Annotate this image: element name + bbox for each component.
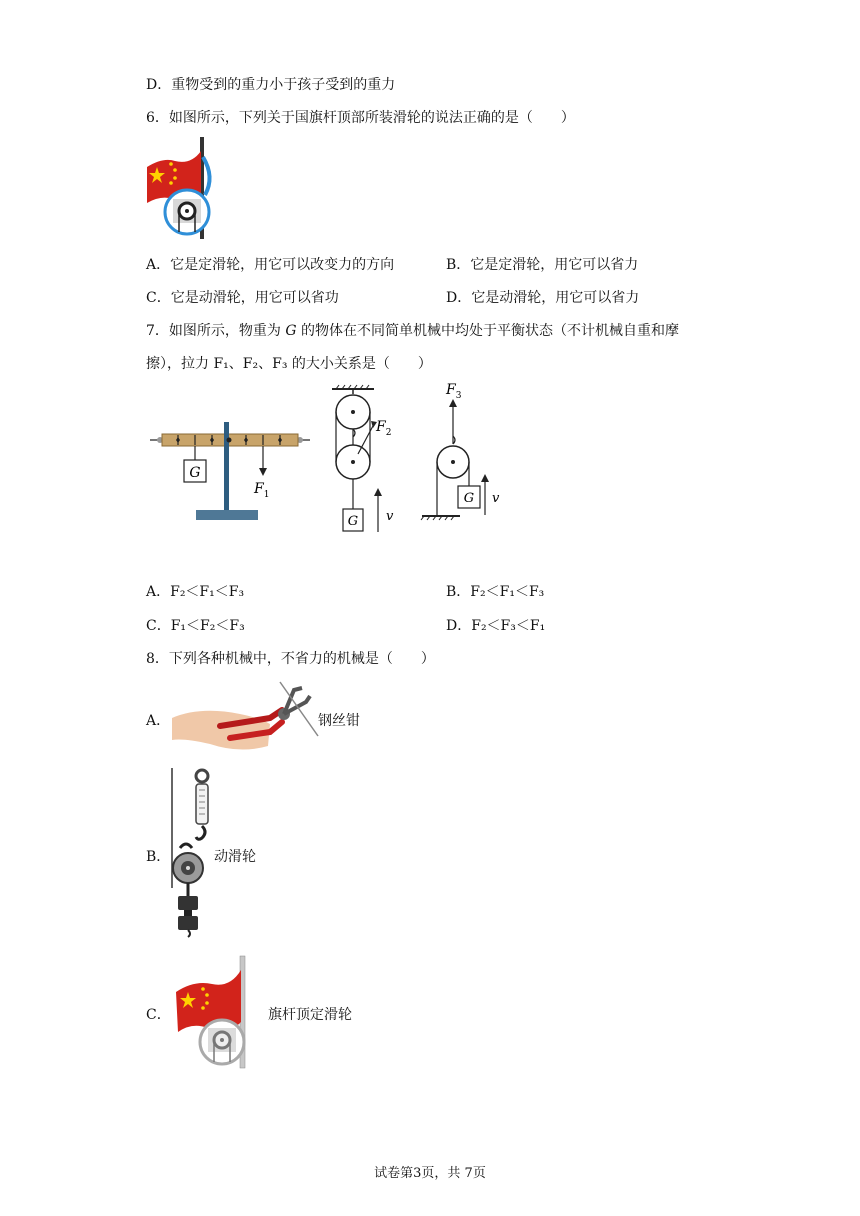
q8-option-b-letter: B． [146,849,171,865]
q8-stem: 8．下列各种机械中，不省力的机械是（ ） [146,651,435,667]
pulley-weight-label: G [347,514,359,529]
q8-pliers-figure [170,680,320,760]
q8-option-b-caption: 动滑轮 [214,849,256,865]
q5-option-d: D．重物受到的重力小于孩子受到的重力 [146,77,396,93]
q7-option-a: A．F₂＜F₁＜F₃ [146,584,245,600]
q6-option-c: C．它是动滑轮，用它可以省功 [146,290,339,306]
lever-weight-label: G [189,465,201,481]
q8-option-c-letter: C． [146,1007,171,1023]
q6-flag-pulley-figure [143,137,215,239]
q7-stem-line2: 擦），拉力 F₁、F₂、F₃ 的大小关系是（ ） [146,356,432,372]
pulley-velocity-label: v [386,509,394,524]
q8-flagpole-pulley-figure [172,956,252,1068]
pulley-force-f2-label: $F_2$ [376,419,392,438]
q7-option-c: C．F₁＜F₂＜F₃ [146,618,245,634]
q6-option-b: B．它是定滑轮，用它可以省力 [446,257,639,273]
page-footer: 试卷第3页，共 7页 [374,1166,486,1181]
q6-option-d: D．它是动滑轮，用它可以省力 [446,290,640,306]
q8-option-a-letter: A． [146,713,171,729]
q8-option-a-caption: 钢丝钳 [318,713,360,729]
single-pulley-velocity-label: v [492,491,500,506]
q8-option-c-caption: 旗杆顶定滑轮 [268,1007,352,1023]
q7-lever-figure [150,420,312,522]
pulley-force-f3-label: $F_3$ [446,382,462,401]
q7-single-pulley-figure [420,382,500,522]
single-pulley-weight-label: G [463,491,475,506]
q7-option-b: B．F₂＜F₁＜F₃ [446,584,545,600]
lever-force-f1-label: $F_1$ [254,481,270,500]
q6-stem: 6．如图所示，下列关于国旗杆顶部所装滑轮的说法正确的是（ ） [146,110,575,126]
q7-option-d: D．F₂＜F₃＜F₁ [446,618,546,634]
q7-pulley-block-figure [330,384,400,536]
q7-stem-line1: 7．如图所示，物重为 G 的物体在不同简单机械中均处于平衡状态（不计机械自重和摩 [146,323,680,339]
q8-movable-pulley-figure [168,768,216,938]
q6-option-a: A．它是定滑轮，用它可以改变力的方向 [146,257,395,273]
